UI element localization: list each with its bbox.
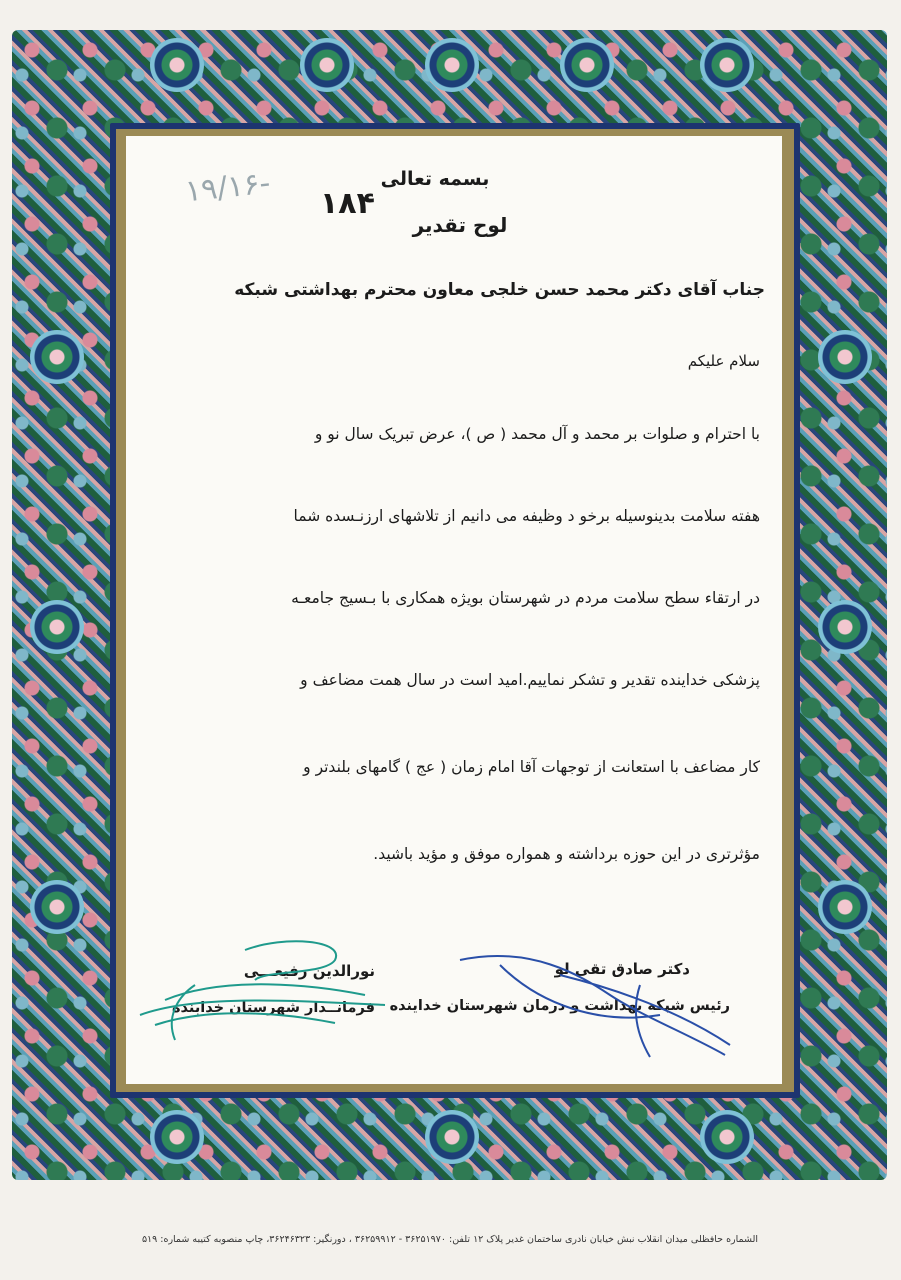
handwritten-number: ۱۹/۱۶- [183,165,272,210]
recipient-line: جناب آقای دکتر محمد حسن خلجی معاون محترم بهداشتی شبکه [234,280,765,300]
body-line: پزشکی خداینده تقدیر و تشکر نماییم.امید است در سال همت مضاعف و [300,671,760,689]
body-line: مؤثرتری در این حوزه برداشته و همواره موفق و مؤید باشید. [373,845,760,863]
signatory-title-left: فرمانــدار شهرستان خدابنده [171,1000,375,1016]
rosette-ornament [30,330,84,384]
rosette-ornament [818,330,872,384]
signatory-title-right: رئیس شبکه بهداشت و درمان شهرستان خداینده [389,998,730,1014]
rosette-ornament [700,38,754,92]
rosette-ornament [700,1110,754,1164]
rosette-ornament [30,600,84,654]
signature-right [440,945,740,1065]
signatory-name-right: دکتر صادق تقی لو [554,960,690,978]
bismillah-heading: بسمه تعالی [380,168,490,190]
rosette-ornament [560,38,614,92]
certificate-title: لوح تقدیر [412,213,508,237]
body-line: با احترام و صلوات بر محمد و آل محمد ( ص )، عرض تبریک سال نو و [314,425,760,443]
footer-address: الشماره حافظلی میدان انقلاب نبش خیابان نادری ساختمان غدیر پلاک ۱۲ تلفن: ۳۶۲۵۱۹۷۰ - ۳۶۲۵۹۹۱۲ ، دورنگیر: ۳۶۲۴۶۳۲۳، چاپ منصوبه کتیبه شماره: ۵۱۹ [141,1234,759,1245]
greeting: سلام علیکم [687,352,760,370]
body-line: در ارتقاء سطح سلامت مردم در شهرستان بویژه همکاری با بـسیج جامعـه [291,589,760,607]
rosette-ornament [818,600,872,654]
rosette-ornament [30,880,84,934]
body-line: هفته سلامت بدینوسیله برخو د وظیفه می دانیم از تلاشهای ارزنـسده شما [293,507,760,525]
signatory-name-left: نورالدین رفیعـــی [243,962,375,980]
body-line: کار مضاعف با استعانت از توجهات آقا امام زمان ( عج ) گامهای بلندتر و [303,758,760,776]
rosette-ornament [425,38,479,92]
rosette-ornament [300,38,354,92]
signature-left [135,935,395,1045]
rosette-ornament [150,1110,204,1164]
rosette-ornament [818,880,872,934]
rosette-ornament [150,38,204,92]
certificate-number: ۱۸۴ [320,186,375,221]
rosette-ornament [425,1110,479,1164]
